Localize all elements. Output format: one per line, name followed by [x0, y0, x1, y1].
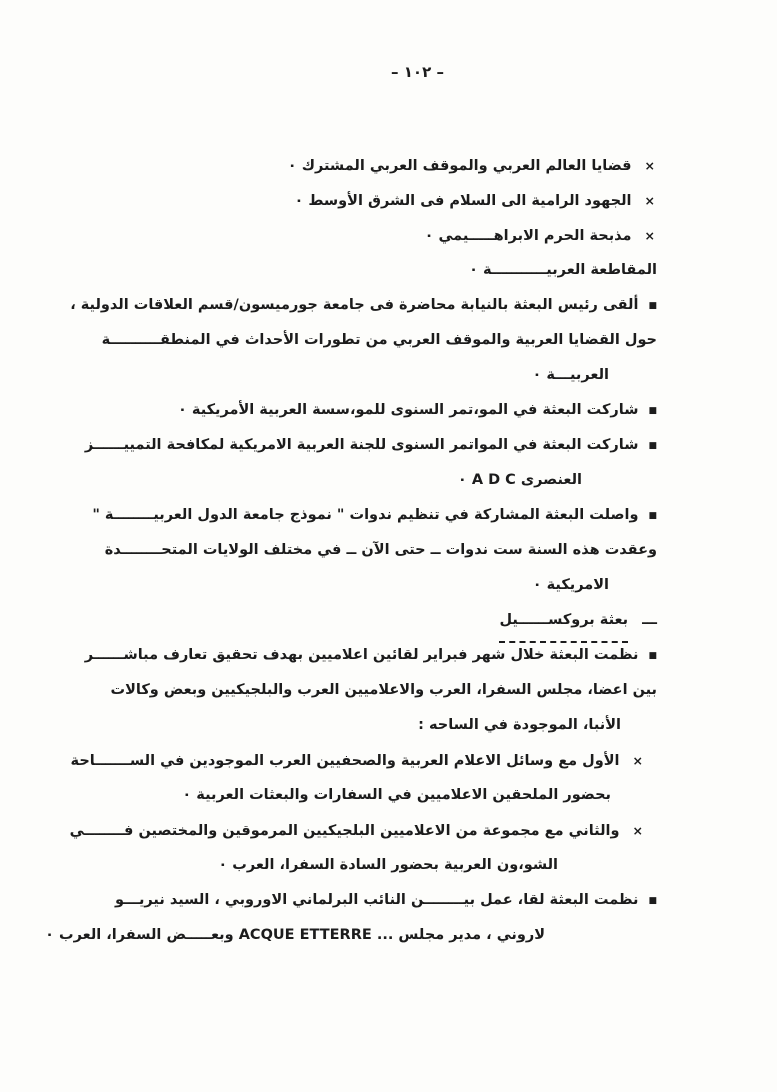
text: العنصرى A D C ٠: [457, 472, 582, 488]
topic-text: الجهود الرامية الى السلام فى الشرق الأوسط ٠: [294, 193, 632, 209]
activity-paragraph: [70, 288, 657, 393]
text-line: [96, 848, 643, 883]
text-line: [70, 288, 657, 323]
topic-text: مذبحة الحرم الابراهـــــيمي ٠: [424, 228, 632, 244]
activity-paragraph: [84, 638, 657, 743]
square-bullet-icon: ■: [648, 441, 657, 451]
topic-list: [96, 148, 657, 288]
text-line: [84, 638, 657, 673]
topic-item: [96, 148, 657, 183]
activity-paragraph: [84, 428, 657, 498]
text: الشو،ون العربية بحضور السادة السفرا، العرب ٠: [218, 857, 558, 873]
activity-paragraph: [92, 498, 657, 603]
square-bullet-icon: ■: [648, 651, 657, 661]
text: نظمت البعثة خلال شهر فبراير لقائين اعلاميين بهدف تحقيق تعارف مباشــــــر: [84, 647, 639, 663]
text: العربيـــة ٠: [532, 367, 609, 383]
text-line: [96, 463, 657, 498]
text-line: [96, 708, 657, 743]
text-line: [96, 323, 657, 358]
cross-bullet-icon: ×: [644, 228, 655, 243]
text: الامريكية ٠: [532, 577, 609, 593]
text: بين اعضا، مجلس السفرا، العرب والاعلاميين العرب والبلجيكيين وبعض وكالات: [110, 682, 657, 698]
section-heading-brussels: [96, 603, 657, 638]
page-number: – ١٠٢ –: [391, 63, 444, 81]
text-line: [96, 778, 643, 813]
square-bullet-icon: ■: [648, 301, 657, 311]
text-line: [45, 918, 657, 953]
text: شاركت البعثة في المو،تمر السنوى للمو،سسة العربية الأمريكية ٠: [178, 402, 639, 418]
topic-item: [96, 183, 657, 218]
text: ألقى رئيس البعثة بالنيابة محاضرة فى جامعة جورميسون/قسم العلاقات الدولية ،: [70, 297, 639, 313]
text: شاركت البعثة في المواتمر السنوى للجنة العربية الامريكية لمكافحة التمييــــــز: [84, 437, 639, 453]
text-line: [96, 673, 657, 708]
text: واصلت البعثة المشاركة في تنظيم ندوات " نموذج جامعة الدول العربيــــــــة ": [92, 507, 639, 523]
sub-item: [69, 813, 657, 883]
text: وعقدت هذه السنة ست ندوات ــ حتى الآن ــ في مختلف الولايات المتحــــــــدة: [104, 542, 657, 558]
cross-bullet-icon: ×: [644, 193, 655, 208]
activity-paragraph: [96, 393, 657, 428]
topic-text: المقاطعة العربيـــــــــــة ٠: [469, 262, 657, 278]
text-line: [69, 813, 643, 848]
text-line: [92, 498, 657, 533]
cross-bullet-icon: ×: [632, 753, 643, 768]
cross-bullet-icon: ×: [632, 823, 643, 838]
topic-item: [96, 218, 657, 253]
square-bullet-icon: ■: [648, 511, 657, 521]
topic-text: قضايا العالم العربي والموقف العربي المشترك ٠: [287, 158, 632, 174]
square-bullet-icon: ■: [648, 896, 657, 906]
text: والثاني مع مجموعة من الاعلاميين البلجيكيين المرموقين والمختصين فــــــــي: [69, 823, 620, 839]
text: لاروني ، مدير مجلس ... ACQUE ETTERRE وبعـــــض السفرا، العرب ٠: [45, 927, 545, 943]
cross-bullet-icon: ×: [644, 158, 655, 173]
text-line: [84, 428, 657, 463]
text: نظمت البعثة لقا، عمل بيــــــــن النائب البرلماني الاوروبي ، السيد نيريـــو: [115, 892, 639, 908]
text: بحضور الملحقين الاعلاميين في السفارات والبعثات العربية ٠: [182, 787, 611, 803]
heading-title: بعثة بروكســــــيل: [499, 603, 628, 643]
text-line: [96, 393, 657, 428]
square-bullet-icon: ■: [648, 406, 657, 416]
text-line: [96, 533, 657, 568]
page-body: [45, 148, 657, 953]
text: حول القضايا العربية والموقف العربي من تطورات الأحداث في المنطقــــــــــة: [101, 332, 657, 348]
text-line: [70, 743, 643, 778]
text-line: [96, 883, 657, 918]
activity-paragraph: [45, 883, 657, 953]
text-line: [96, 358, 657, 393]
text: الأول مع وسائل الاعلام العربية والصحفيين العرب الموجودين في الســـــــاحة: [70, 753, 620, 769]
text-line: [96, 568, 657, 603]
heading-dash-icon: ـــ: [642, 612, 657, 628]
topic-item: [96, 253, 657, 288]
text: الأنبا، الموجودة في الساحه :: [418, 717, 621, 733]
sub-item: [70, 743, 657, 813]
